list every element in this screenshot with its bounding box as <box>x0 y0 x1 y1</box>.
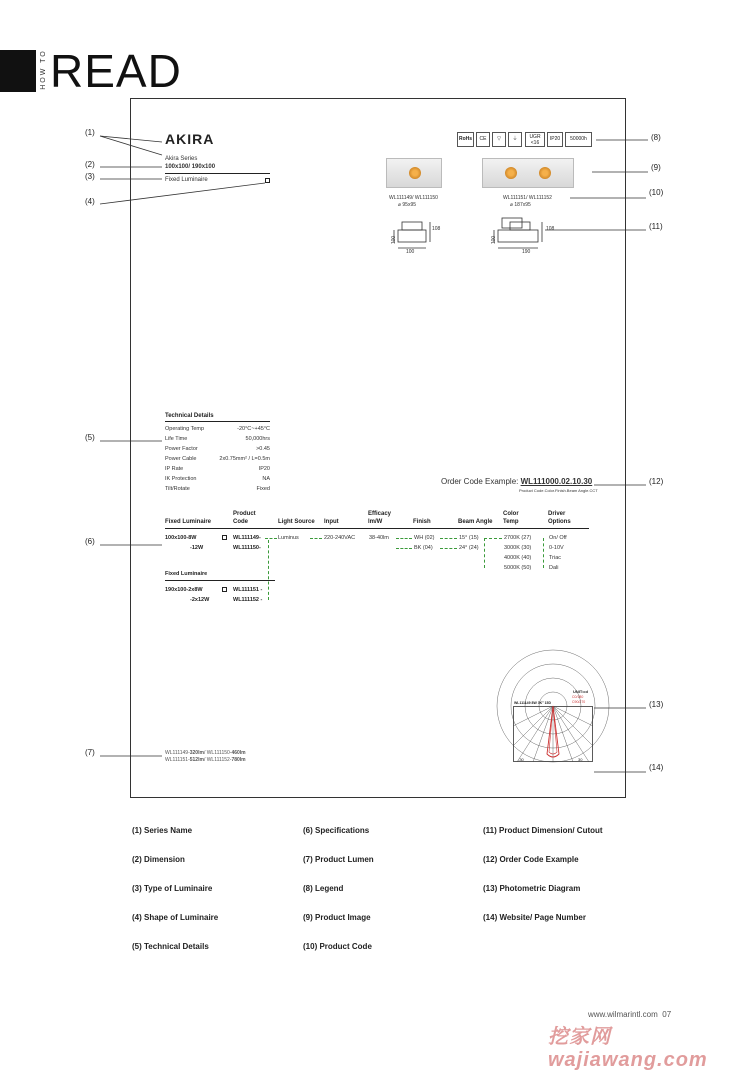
callout-4: (4) <box>85 197 95 206</box>
photometric-title: WL111149 8W 3K° 15D <box>514 701 552 705</box>
group2-rule <box>165 580 275 581</box>
lifetime-icon: 50000h <box>565 132 592 147</box>
row2-code1: WL111151 - <box>233 587 263 593</box>
legend-item: (7) Product Lumen <box>303 855 374 864</box>
square-shape-icon <box>222 587 227 592</box>
table-header-rule <box>165 528 589 529</box>
lamp-icon <box>505 167 517 179</box>
dim-side-2: 100 <box>491 235 498 245</box>
row1-code1: WL111149- <box>233 535 261 541</box>
tech-row: Operating Temp -20°C~+45°C <box>165 426 270 432</box>
driver-triac: Triac <box>549 555 562 561</box>
legend-item: (14) Website/ Page Number <box>483 913 586 922</box>
th-product-code: Product Code <box>233 511 256 525</box>
legend-item: (1) Series Name <box>132 826 193 835</box>
row1-size2: -12W <box>190 545 204 551</box>
th-input: Input <box>324 519 339 525</box>
product-code-1: WL111149/ WL111150 <box>389 195 438 201</box>
dim-side-1: 100 <box>391 235 398 245</box>
callout-1: (1) <box>85 128 95 137</box>
callout-13: (13) <box>649 700 664 709</box>
header-howto: HOW TO <box>39 49 47 90</box>
square-shape-icon <box>222 535 227 540</box>
dim-height-2: 108 <box>546 226 555 232</box>
driver-0-10v: 0-10V <box>549 545 564 551</box>
photometric-tick-right: 30 <box>578 757 583 762</box>
beam-24: 24° (24) <box>459 545 479 551</box>
callout-12: (12) <box>649 477 664 486</box>
callout-11: (11) <box>649 222 663 231</box>
legend-item: (12) Order Code Example <box>483 855 579 864</box>
photometric-tick-left: -30 <box>518 757 524 762</box>
lamp-icon <box>539 167 551 179</box>
ce-icon: CE <box>476 132 490 147</box>
cct-3000: 3000K (30) <box>504 545 532 551</box>
beam-15: 15° (15) <box>459 535 479 541</box>
th-color-temp: Color Temp <box>503 511 519 525</box>
tech-row: Life Time 50,000hrs <box>165 436 270 442</box>
callout-5: (5) <box>85 433 95 442</box>
header-title: READ <box>50 45 182 97</box>
callout-9: (9) <box>651 163 661 172</box>
square-shape-icon <box>265 178 270 183</box>
cutout-1: ⌀ 95x95 <box>398 202 417 208</box>
legend-item: (6) Specifications <box>303 826 370 835</box>
connector-line <box>440 538 457 539</box>
title-rule <box>165 173 270 174</box>
order-code-example: Order Code Example: WL111000.02.10.30 <box>441 477 593 486</box>
th-luminaire: Fixed Luminaire <box>165 519 212 525</box>
photometric-unit: UNIT:cd <box>573 689 588 694</box>
callout-7: (7) <box>85 748 95 757</box>
th-finish: Finish <box>413 519 431 525</box>
row2-size2: -2x12W <box>190 597 210 603</box>
input: 220-240VAC <box>324 535 356 541</box>
lumen-line-2: WL111151-512lm/ WL111152-780lm <box>165 757 246 763</box>
th-light-source: Light Source <box>278 519 315 525</box>
dim-width-2: 190 <box>522 249 531 255</box>
tech-row: Power Factor >0.45 <box>165 446 270 452</box>
tech-row: Power Cable 2x0.75mm² / L=0.5m <box>165 456 270 462</box>
product-image-double <box>482 158 574 188</box>
technical-title: Technical Details <box>165 413 270 422</box>
row2-size: 190x100-2x8W <box>165 587 203 593</box>
th-efficacy: Efficacy lm/W <box>368 511 392 525</box>
legend-item: (9) Product Image <box>303 913 371 922</box>
lamp-icon <box>409 167 421 179</box>
group2-title: Fixed Luminaire <box>165 571 208 577</box>
product-series: Akira Series <box>165 156 198 162</box>
callout-6: (6) <box>85 537 95 546</box>
footer-website: www.wilmarintl.com 07 <box>588 1010 672 1019</box>
ground-icon: ⏚ <box>508 132 522 147</box>
th-driver: Driver Options <box>548 511 571 525</box>
callout-10: (10) <box>649 188 664 197</box>
photometric-diagram <box>513 706 593 762</box>
product-dimension: 100x100/ 190x100 <box>165 164 216 170</box>
legend-item: (11) Product Dimension/ Cutout <box>483 826 603 835</box>
product-code-2: WL111151/ WL111152 <box>503 195 552 201</box>
finish-wh: WH (02) <box>414 535 435 541</box>
efficacy: 38-40lm <box>369 535 389 541</box>
luminaire-type: Fixed Luminaire <box>165 177 208 183</box>
lumen-line-1: WL111149-320lm/ WL111150-460lm <box>165 750 246 756</box>
triangle-icon: ▽ <box>492 132 506 147</box>
watermark: 挖家网 wajiawang.com <box>548 1026 708 1071</box>
legend-item: (8) Legend <box>303 884 344 893</box>
cct-4000: 4000K (40) <box>504 555 532 561</box>
ugr-icon: UGR <16 <box>525 132 545 147</box>
cct-2700: 2700K (27) <box>504 535 532 541</box>
driver-dali: Dali <box>549 565 559 571</box>
row2-code2: WL111152 - <box>233 597 263 603</box>
photometric-legend-c0: C0/180 <box>572 695 584 699</box>
connector-line <box>396 548 412 549</box>
rohs-icon: RoHs <box>457 132 474 147</box>
tech-row: IP Rate IP20 <box>165 466 270 472</box>
dim-height-1: 108 <box>432 226 441 232</box>
legend-item: (3) Type of Luminaire <box>132 884 213 893</box>
connector-line <box>484 538 485 568</box>
row1-size: 100x100-8W <box>165 535 197 541</box>
connector-line <box>310 538 322 539</box>
tech-row: IK Protection NA <box>165 476 270 482</box>
cutout-2: ⌀ 187x95 <box>510 202 531 208</box>
finish-bk: BK (04) <box>414 545 433 551</box>
product-name: AKIRA <box>165 131 215 147</box>
legend-item: (4) Shape of Luminaire <box>132 913 219 922</box>
page-number: 07 <box>662 1010 672 1019</box>
tech-row: Tilt/Rotate Fixed <box>165 486 270 492</box>
th-beam: Beam Angle <box>458 519 493 525</box>
order-code-legend: Product Code.Color.Finish.Beam Angle.CCT <box>519 488 598 493</box>
connector-line <box>484 538 502 539</box>
cct-5000: 5000K (50) <box>504 565 532 571</box>
dim-width-1: 100 <box>406 249 415 255</box>
callout-8: (8) <box>651 133 661 142</box>
light-source: Luminus <box>278 535 299 541</box>
legend-item: (5) Technical Details <box>132 942 209 951</box>
row1-code2: WL111150- <box>233 545 261 551</box>
callout-14: (14) <box>649 763 664 772</box>
connector-line <box>440 548 457 549</box>
legend-item: (13) Photometric Diagram <box>483 884 581 893</box>
callout-2: (2) <box>85 160 95 169</box>
connector-line <box>396 538 412 539</box>
driver-onoff: On/ Off <box>549 535 567 541</box>
legend-item: (2) Dimension <box>132 855 185 864</box>
connector-line <box>543 538 544 568</box>
connector-line <box>265 538 277 539</box>
ip20-icon: IP20 <box>547 132 563 147</box>
product-image-single <box>386 158 442 188</box>
technical-details <box>165 413 270 494</box>
connector-line <box>268 540 269 600</box>
legend-item: (10) Product Code <box>303 942 372 951</box>
callout-3: (3) <box>85 172 95 181</box>
photometric-legend-c90: C90/270 <box>572 700 586 704</box>
